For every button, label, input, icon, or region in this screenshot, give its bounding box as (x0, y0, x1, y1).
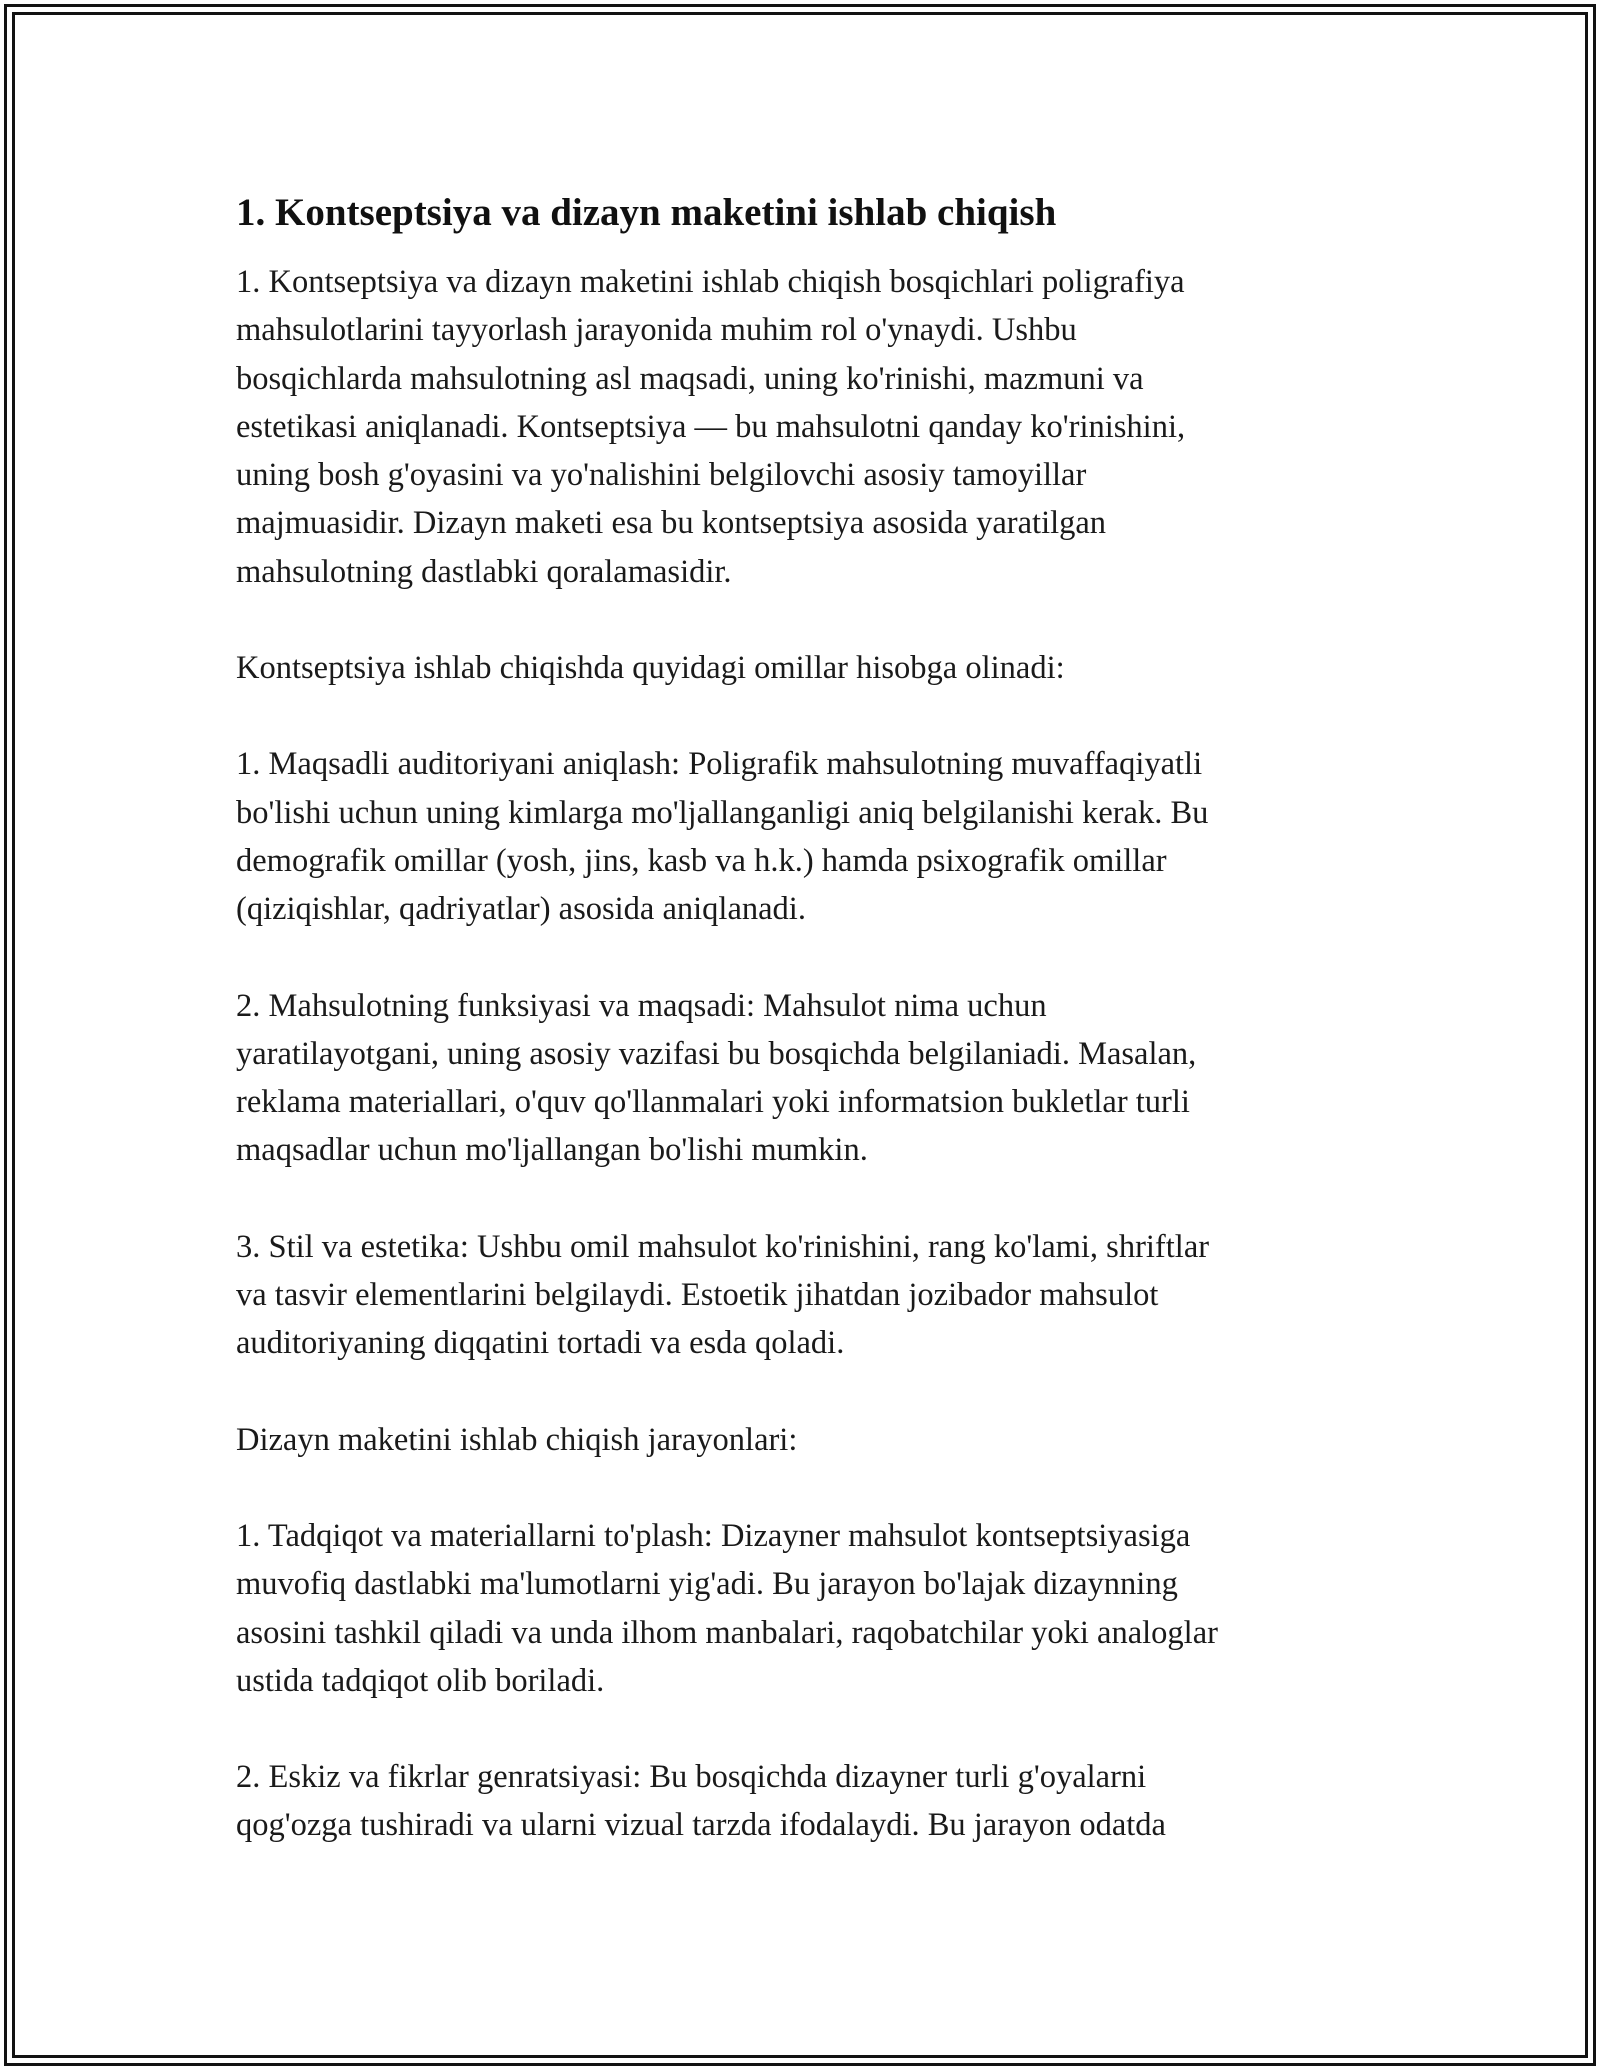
paragraph-concept-factors-heading: Kontseptsiya ishlab chiqishda quyidagi omillar hisobga olinadi: (236, 650, 1065, 687)
paragraph-research: 1. Tadqiqot va materiallarni to'plash: Dizayner mahsulot kontseptsiyasiga muvofiq dastlabki ma'lumotlarni yig'adi. Bu jarayon bo'lajak dizaynning asosini tashkil qiladi va unda ilhom manbalari, raqobatchilar yoki analoglar ustida tadqiqot olib boriladi. (236, 1517, 1218, 1699)
paragraph-intro: 1. Kontseptsiya va dizayn maketini ishlab chiqish bosqichlari poligrafiya mahsulotlarini tayyorlash jarayonida muhim rol o'ynaydi. Ushbu bosqichlarda mahsulotning asl maqsadi, uning ko'rinishi, mazmuni va estetikasi aniqlanadi. Kontseptsiya — bu mahsulotni qanday ko'rinishini, uning bosh g'oyasini va yo'nalishini belgilovchi asosiy tamoyillar majmuasidir. Dizayn maketi esa bu kontseptsiya asosida yaratilgan mahsulotning dastlabki qoralamasidir. (236, 264, 1186, 590)
paragraph-sketching: 2. Eskiz va fikrlar genratsiyasi: Bu bosqichda dizayner turli g'oyalarni qog'ozga tushiradi va ularni vizual tarzda ifodalaydi. Bu jarayon odatda (236, 1759, 1166, 1844)
paragraph-layout-process-heading: Dizayn maketini ishlab chiqish jarayonlari: (236, 1421, 798, 1458)
paragraph-style-aesthetics: 3. Stil va estetika: Ushbu omil mahsulot ko'rinishini, rang ko'lami, shriftlar va tasvir elementlarini belgilaydi. Estoetik jihatdan jozibador mahsulot auditoriyaning diqqatini tortadi va esda qoladi. (236, 1228, 1210, 1362)
document-content (236, 184, 1366, 1898)
document-body (236, 258, 1366, 1850)
paragraph-target-audience: 1. Maqsadli auditoriyani aniqlash: Poligrafik mahsulotning muvaffaqiyatli bo'lishi uchun uning kimlarga mo'ljallanganligi aniq belgilanishi kerak. Bu demografik omillar (yosh, jins, kasb va h.k.) hamda psixografik omillar (qiziqishlar, qadriyatlar) asosida aniqlanadi. (236, 746, 1209, 928)
document-title: 1. Kontseptsiya va dizayn maketini ishlab chiqish (236, 191, 1057, 234)
paragraph-product-function: 2. Mahsulotning funksiyasi va maqsadi: Mahsulot nima uchun yaratilayotgani, uning asosiy vazifasi bu bosqichda belgilaniadi. Masalan, reklama materiallari, o'quv qo'llanmalari yoki informatsion bukletlar turli maqsadlar uchun mo'ljallangan bo'lishi mumkin. (236, 987, 1197, 1169)
